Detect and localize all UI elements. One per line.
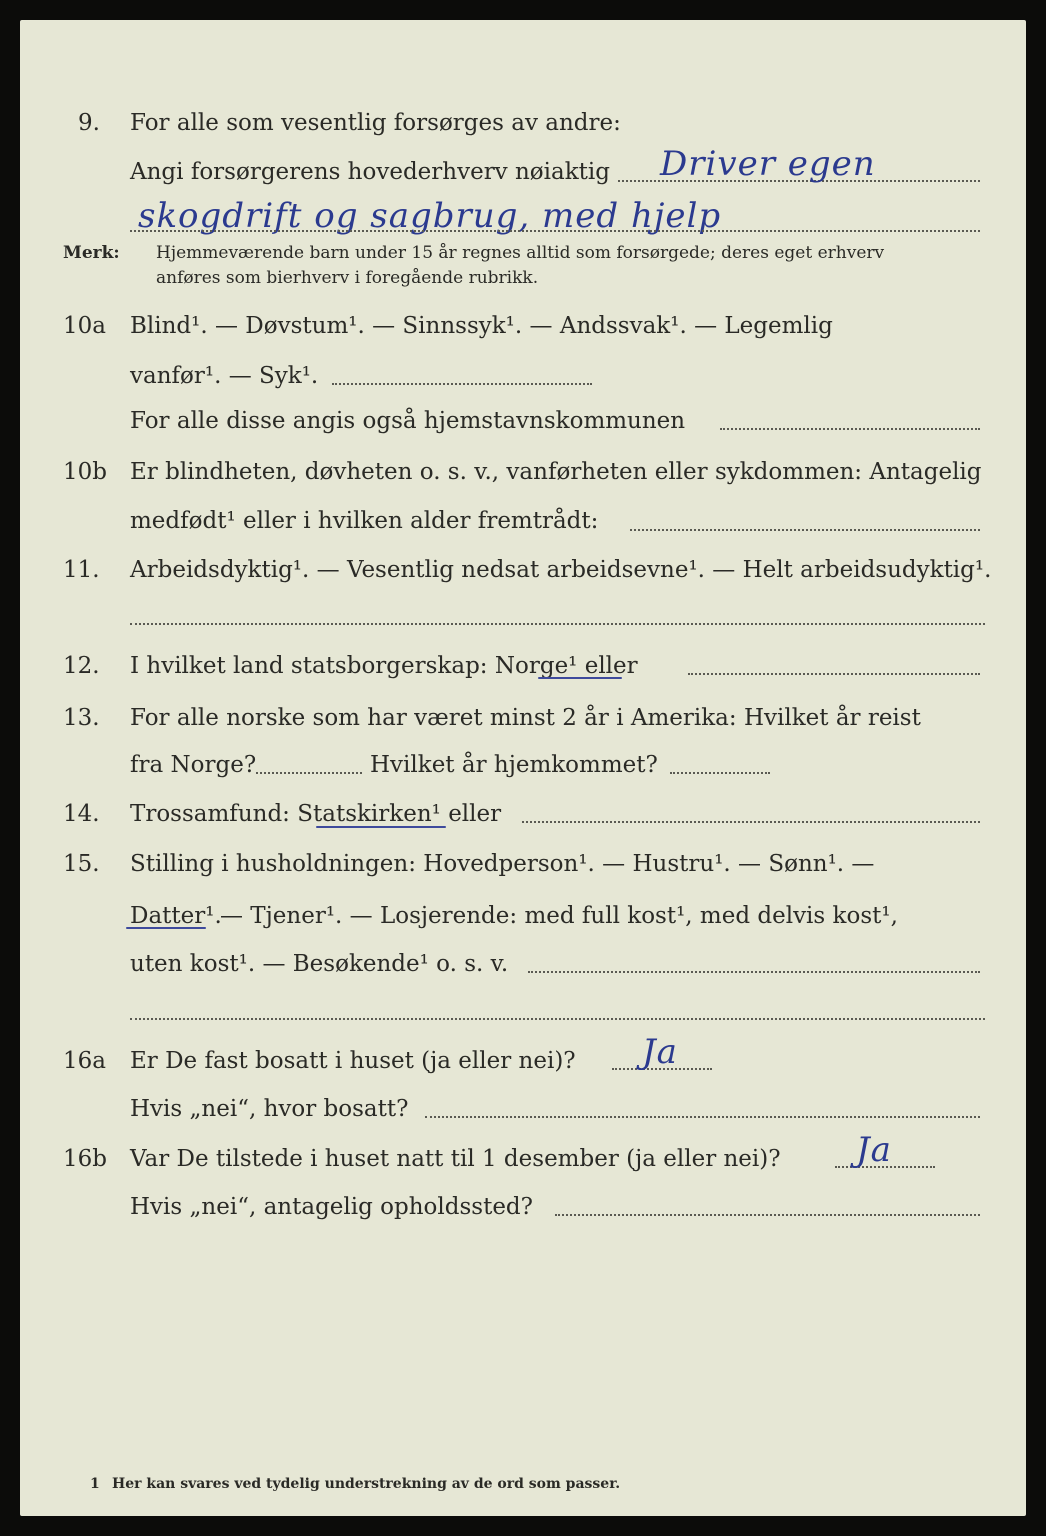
q16b-line2: Hvis „nei“, antagelig opholdssted? [130,1194,533,1220]
q16a-line2: Hvis „nei“, hvor bosatt? [130,1096,409,1122]
q10b-line2: medfødt¹ eller i hvilken alder fremtrådt: [130,508,599,534]
q15-answer-line [528,971,980,973]
merk-line1: Hjemmeværende barn under 15 år regnes alltid som forsørgede; deres eget erhverv [156,243,885,263]
q14-question [130,799,501,829]
q10a-line1: Blind¹. — Døvstum¹. — Sinnssyk¹. — Andssvak¹. — Legemlig [130,313,833,339]
q16b-line1: Var De tilstede i huset natt til 1 desember (ja eller nei)? [130,1146,781,1172]
q15-line1: Stilling i husholdningen: Hovedperson¹. — Hustru¹. — Sønn¹. — [130,851,875,877]
q11-number: 11. [63,557,100,583]
merk-line2: anføres som bierhverv i foregående rubrikk. [156,268,539,288]
q12-prefix: I hvilket land statsborgerskap: [130,653,488,679]
q14-answer-line [522,821,980,823]
q16a-line1: Er De fast bosatt i huset (ja eller nei)? [130,1048,576,1074]
q12-number: 12. [63,653,100,679]
q9-line1: For alle som vesentlig forsørges av andre: [130,110,621,136]
q10a-hjemstavn-line [720,428,980,430]
q16a-number: 16a [63,1048,106,1074]
q16b-opholdssted-line [555,1214,980,1216]
q9-handwritten-answer2: skogdrift og sagbrug, med hjelp [138,196,722,236]
merk-label: Merk: [63,243,120,263]
q12-choice: Norge¹ [494,653,578,679]
q15-line2b: — Tjener¹. — Losjerende: med full kost¹, med delvis kost¹, [220,903,898,929]
q13-reist-line [256,772,362,774]
q11-line1: Arbeidsdyktig¹. — Vesentlig nedsat arbeidsevne¹. — Helt arbeidsudyktig¹. [130,557,992,583]
q10b-number: 10b [63,459,107,485]
q10a-number: 10a [63,313,106,339]
q13-line1: For alle norske som har været minst 2 år i Amerika: Hvilket år reist [130,705,921,731]
q16a-bosatt-line [425,1116,980,1118]
q9-handwritten-answer1: Driver egen [660,144,876,184]
q12-answer-line [688,673,980,675]
footnote-mark: 1 [90,1476,100,1492]
q10a-line2: vanfør¹. — Syk¹. [130,363,319,389]
q16b-handwritten-answer: Ja [856,1130,892,1170]
q15-underline-mark [126,927,206,929]
q16b-number: 16b [63,1146,107,1172]
q9-line2: Angi forsørgerens hovederhverv nøiaktig [130,159,610,185]
q14-suffix: eller [448,801,502,827]
q13-line2b: Hvilket år hjemkommet? [370,752,658,778]
q9-answer-line2 [130,230,980,232]
q13-hjemkommet-line [670,772,770,774]
q15-line3: uten kost¹. — Besøkende¹ o. s. v. [130,951,509,977]
q12-suffix: eller [584,653,638,679]
census-form-page [20,20,1026,1516]
q16a-handwritten-answer: Ja [642,1032,678,1072]
q10b-answer-line [630,529,980,531]
q14-choice: Statskirken¹ [297,801,441,827]
q14-underline-mark [316,826,446,828]
q10a-answer-line [332,383,592,385]
q9-number: 9. [78,110,100,136]
q15-separator-line [130,1018,985,1020]
q11-separator-line [130,623,985,625]
q12-underline-mark [538,677,622,679]
q14-prefix: Trossamfund: [130,801,290,827]
q14-number: 14. [63,801,100,827]
q15-number: 15. [63,851,100,877]
footnote-text: Her kan svares ved tydelig understrekning av de ord som passer. [112,1476,621,1492]
q10b-line1: Er blindheten, døvheten o. s. v., vanførheten eller sykdommen: Antagelig [130,459,982,485]
q13-line2a: fra Norge? [130,752,257,778]
q13-number: 13. [63,705,100,731]
q15-line2a: Datter¹. [130,903,222,929]
q10a-line3: For alle disse angis også hjemstavnskommunen [130,408,686,434]
